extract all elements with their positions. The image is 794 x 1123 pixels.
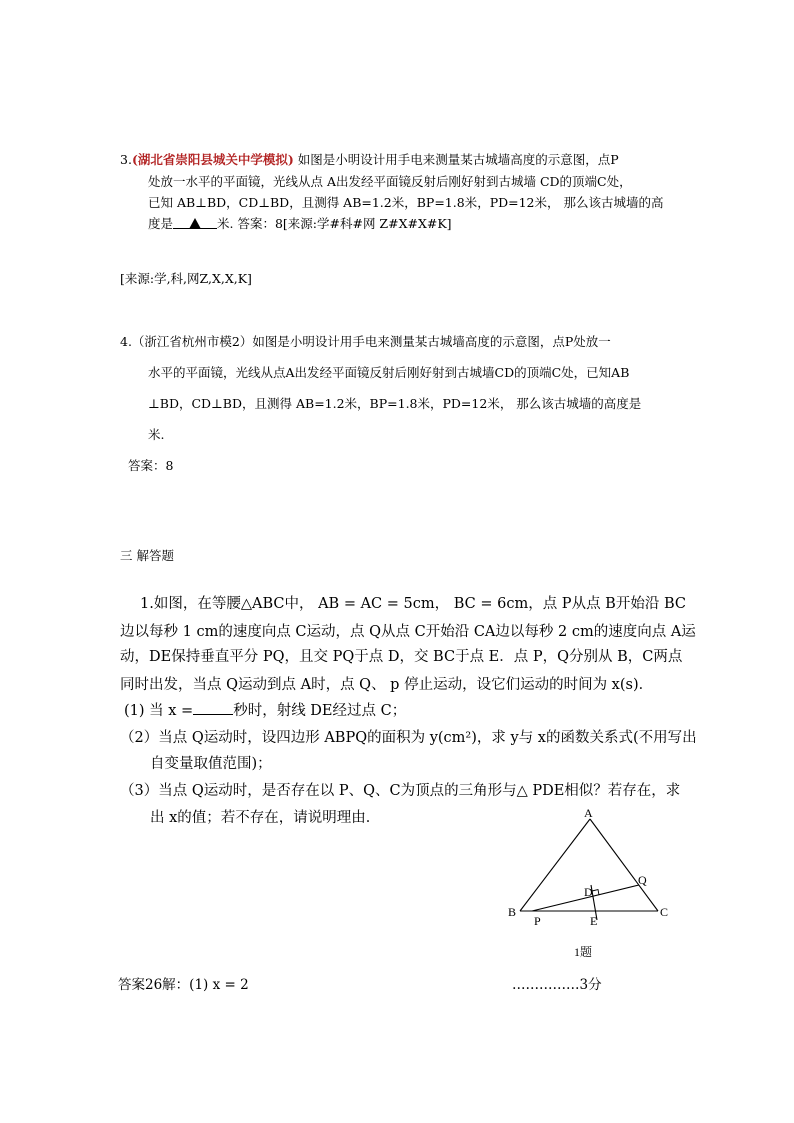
- label-d: D: [584, 885, 593, 899]
- q3-line1: [120, 150, 619, 168]
- p1-answer-right: ……………3分: [512, 977, 602, 993]
- label-b: B: [508, 905, 517, 919]
- label-q: Q: [638, 873, 647, 887]
- p1-sub3a: （3）当点 Q运动时，是否存在以 P、Q、C为顶点的三角形与△ PDE相似？若存在，求: [120, 783, 681, 799]
- q3-line4b: 米. 答案：8[来源:学#科#网 Z#X#X#K]: [217, 216, 452, 231]
- p1-sub1a: (1) 当 x =: [124, 703, 194, 719]
- q4-line3: ⊥BD，CD⊥BD，且测得 AB=1.2米，BP=1.8米，PD=12米， 那么该古城墙的高度是: [148, 396, 642, 411]
- p1-sub1: [124, 699, 406, 720]
- p1-sub1-blank: [193, 702, 233, 715]
- label-e: E: [590, 914, 598, 928]
- q3-line1-text: 如图是小明设计用手电来测量某古城墙高度的示意图，点P: [293, 152, 619, 167]
- q4-line4: 米.: [148, 427, 165, 442]
- section-title: 三 解答题: [120, 548, 174, 563]
- triangle-icon: [189, 218, 201, 229]
- p1-answer-left: 答案26解：(1) x = 2: [118, 977, 249, 993]
- q3-answer-blank: [173, 216, 217, 229]
- q4-line2: 水平的平面镜，光线从点A出发经平面镜反射后刚好射到古城墙CD的顶端C处，已知AB: [148, 365, 630, 380]
- q3-watermark: [来源:学,科,网Z,X,X,K]: [120, 271, 252, 286]
- p1-sub3b: 出 x的值；若不存在，请说明理由．: [150, 810, 381, 826]
- q3-number: 3.: [120, 152, 132, 167]
- p1-line4: 同时出发，当点 Q运动到点 A时，点 Q、 p 停止运动，设它们运动的时间为 x(s)．: [120, 677, 654, 693]
- triangle-figure: [500, 805, 690, 965]
- q3-line2: 处放一水平的平面镜，光线从点 A出发经平面镜反射后刚好射到古城墙 CD的顶端C处，: [148, 174, 632, 189]
- p1-line3: 动，DE保持垂直平分 PQ，且交 PQ于点 D，交 BC于点 E．点 P，Q分别从 B，C两点: [120, 649, 683, 665]
- q4-answer: 答案：8: [128, 458, 174, 473]
- q4-line1: 4.（浙江省杭州市模2）如图是小明设计用手电来测量某古城墙高度的示意图，点P处放一: [120, 334, 611, 349]
- p1-line1: 1.如图，在等腰△ABC中， AB = AC = 5cm， BC = 6cm，点 P从点 B开始沿 BC: [140, 596, 686, 612]
- side-ac: [590, 819, 658, 911]
- q3-source: (湖北省崇阳县城关中学模拟): [131, 152, 294, 167]
- side-ab: [520, 819, 590, 911]
- p1-sub2a: （2）当点 Q运动时，设四边形 ABPQ的面积为 y(cm²)，求 y与 x的函数关系式(不用写出: [120, 730, 697, 746]
- p1-line2: 边以每秒 1 cm的速度向点 C运动，点 Q从点 C开始沿 CA边以每秒 2 cm的速度向点 A运: [120, 624, 696, 640]
- q3-line4: [148, 214, 452, 232]
- figure-caption: 1题: [574, 945, 593, 959]
- label-p: P: [534, 914, 541, 928]
- p1-sub1b: 秒时，射线 DE经过点 C；: [233, 703, 407, 719]
- q3-line4a: 度是: [148, 216, 174, 231]
- label-c: C: [660, 905, 669, 919]
- p1-sub2b: 自变量取值范围)；: [150, 756, 272, 772]
- q3-line3: 已知 AB⊥BD，CD⊥BD，且测得 AB=1.2米，BP=1.8米，PD=12米， 那么该古城墙的高: [148, 195, 664, 210]
- label-a: A: [584, 806, 593, 820]
